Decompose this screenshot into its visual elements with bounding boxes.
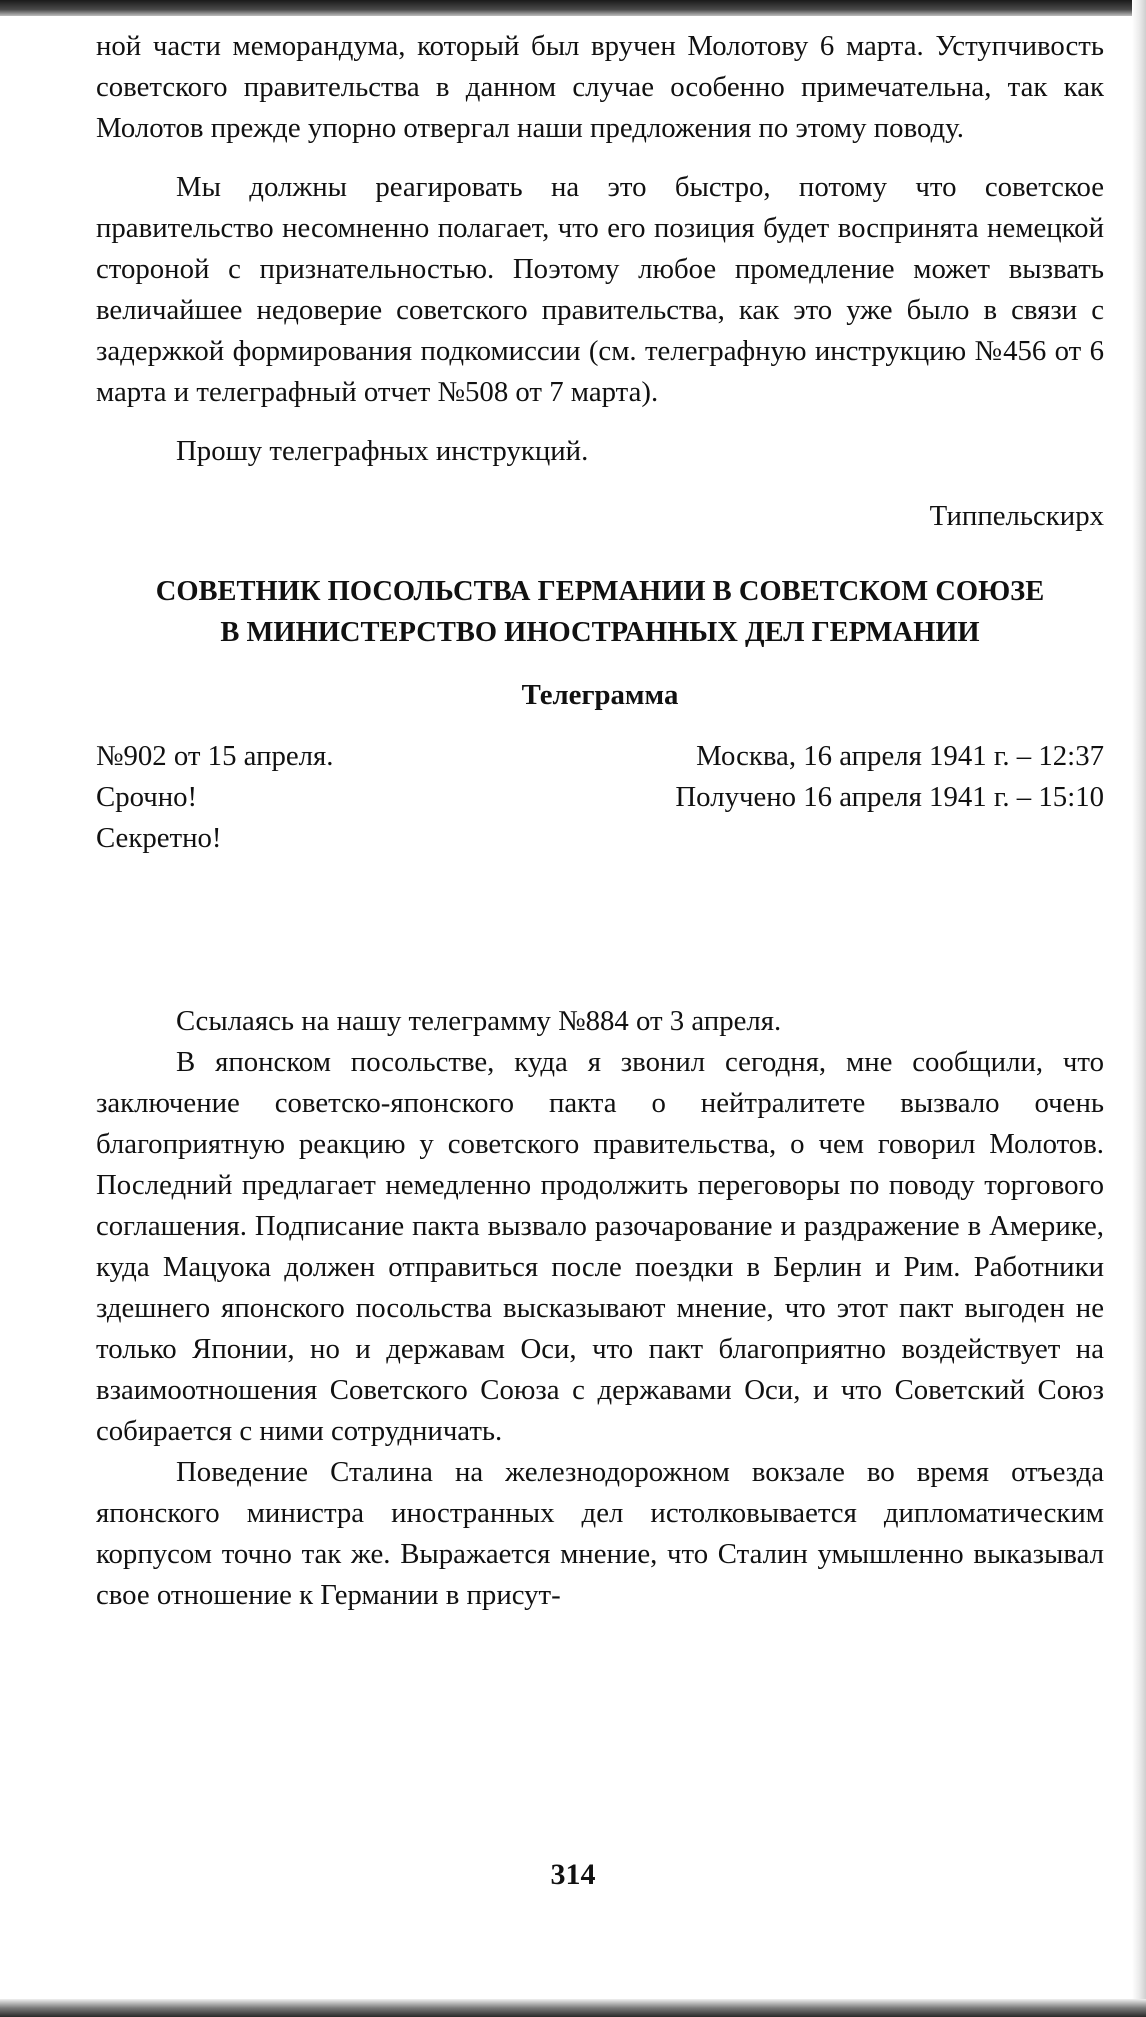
- signature: Типпельскирх: [929, 500, 1104, 532]
- paragraph-stalin: Поведение Сталина на железнодорожном вокзале во время отъезда японского министра иностранных дел истолковывается дипломатическим корпусом точно так же. Выражается мнение, что Сталин умышленно выказывал свое отношение к Германии в присут-: [96, 1456, 1104, 1611]
- paragraph-japanese-embassy: В японском посольстве, куда я звонил сегодня, мне сообщили, что заключение советско-японского пакта о нейтралитете вызвало очень благоприятную реакцию у советского правительства, о чем говорил Молотов. Последний предлагает немедленно продолжить переговоры по поводу торгового соглашения. Подписание пакта вызвало разочарование и раздражение в Америке, куда Мацуока должен отправиться после поездки в Берлин и Рим. Работники здешнего японского посольства высказывают мнение, что этот пакт выгоден не только Японии, но и державам Оси, что пакт благоприятно воздействует на взаимоотношения Советского Союза с державами Оси, и что Советский Союз собирается с ними сотрудничать.: [96, 1046, 1104, 1447]
- heading-line-2: В МИНИСТЕРСТВО ИНОСТРАННЫХ ДЕЛ ГЕРМАНИИ: [220, 617, 980, 648]
- secret-mark: Секретно!: [96, 822, 222, 854]
- heading-line-1: СОВЕТНИК ПОСОЛЬСТВА ГЕРМАНИИ В СОВЕТСКОМ СОЮЗЕ: [155, 576, 1045, 607]
- document-heading: [96, 571, 1104, 653]
- paragraph-request: Прошу телеграфных инструкций.: [176, 435, 589, 467]
- document-type: Телеграмма: [521, 679, 679, 711]
- received-date: Получено 16 апреля 1941 г. – 15:10: [675, 781, 1104, 813]
- telegram-number: №902 от 15 апреля.: [96, 740, 334, 772]
- page-number: 314: [550, 1858, 596, 1891]
- urgent-mark: Срочно!: [96, 781, 198, 813]
- scan-top-edge: [0, 0, 1146, 16]
- paragraph-react-quickly: Мы должны реагировать на это быстро, потому что советское правительство несомненно полагает, что его позиция будет воспринята немецкой стороной с признательностью. Поэтому любое промедление может вызвать величайшее недоверие советского правительства, как это уже было в связи с задержкой формирования подкомиссии (см. телеграфную инструкцию №456 от 6 марта и телеграфный отчет №508 от 7 марта).: [96, 171, 1104, 408]
- scan-bottom-edge: [0, 1999, 1146, 2017]
- telegram-place-date: Москва, 16 апреля 1941 г. – 12:37: [696, 740, 1104, 772]
- document-page: [96, 26, 1104, 1616]
- telegram-meta: [96, 736, 1104, 859]
- scan-right-edge: [1132, 0, 1146, 2017]
- paragraph-memorandum: ной части меморандума, который был вручен Молотову 6 марта. Уступчивость советского правительства в данном случае особенно примечательна, так как Молотов прежде упорно отвергал наши предложения по этому поводу.: [96, 30, 1104, 144]
- paragraph-reference: Ссылаясь на нашу телеграмму №884 от 3 апреля.: [176, 1005, 782, 1037]
